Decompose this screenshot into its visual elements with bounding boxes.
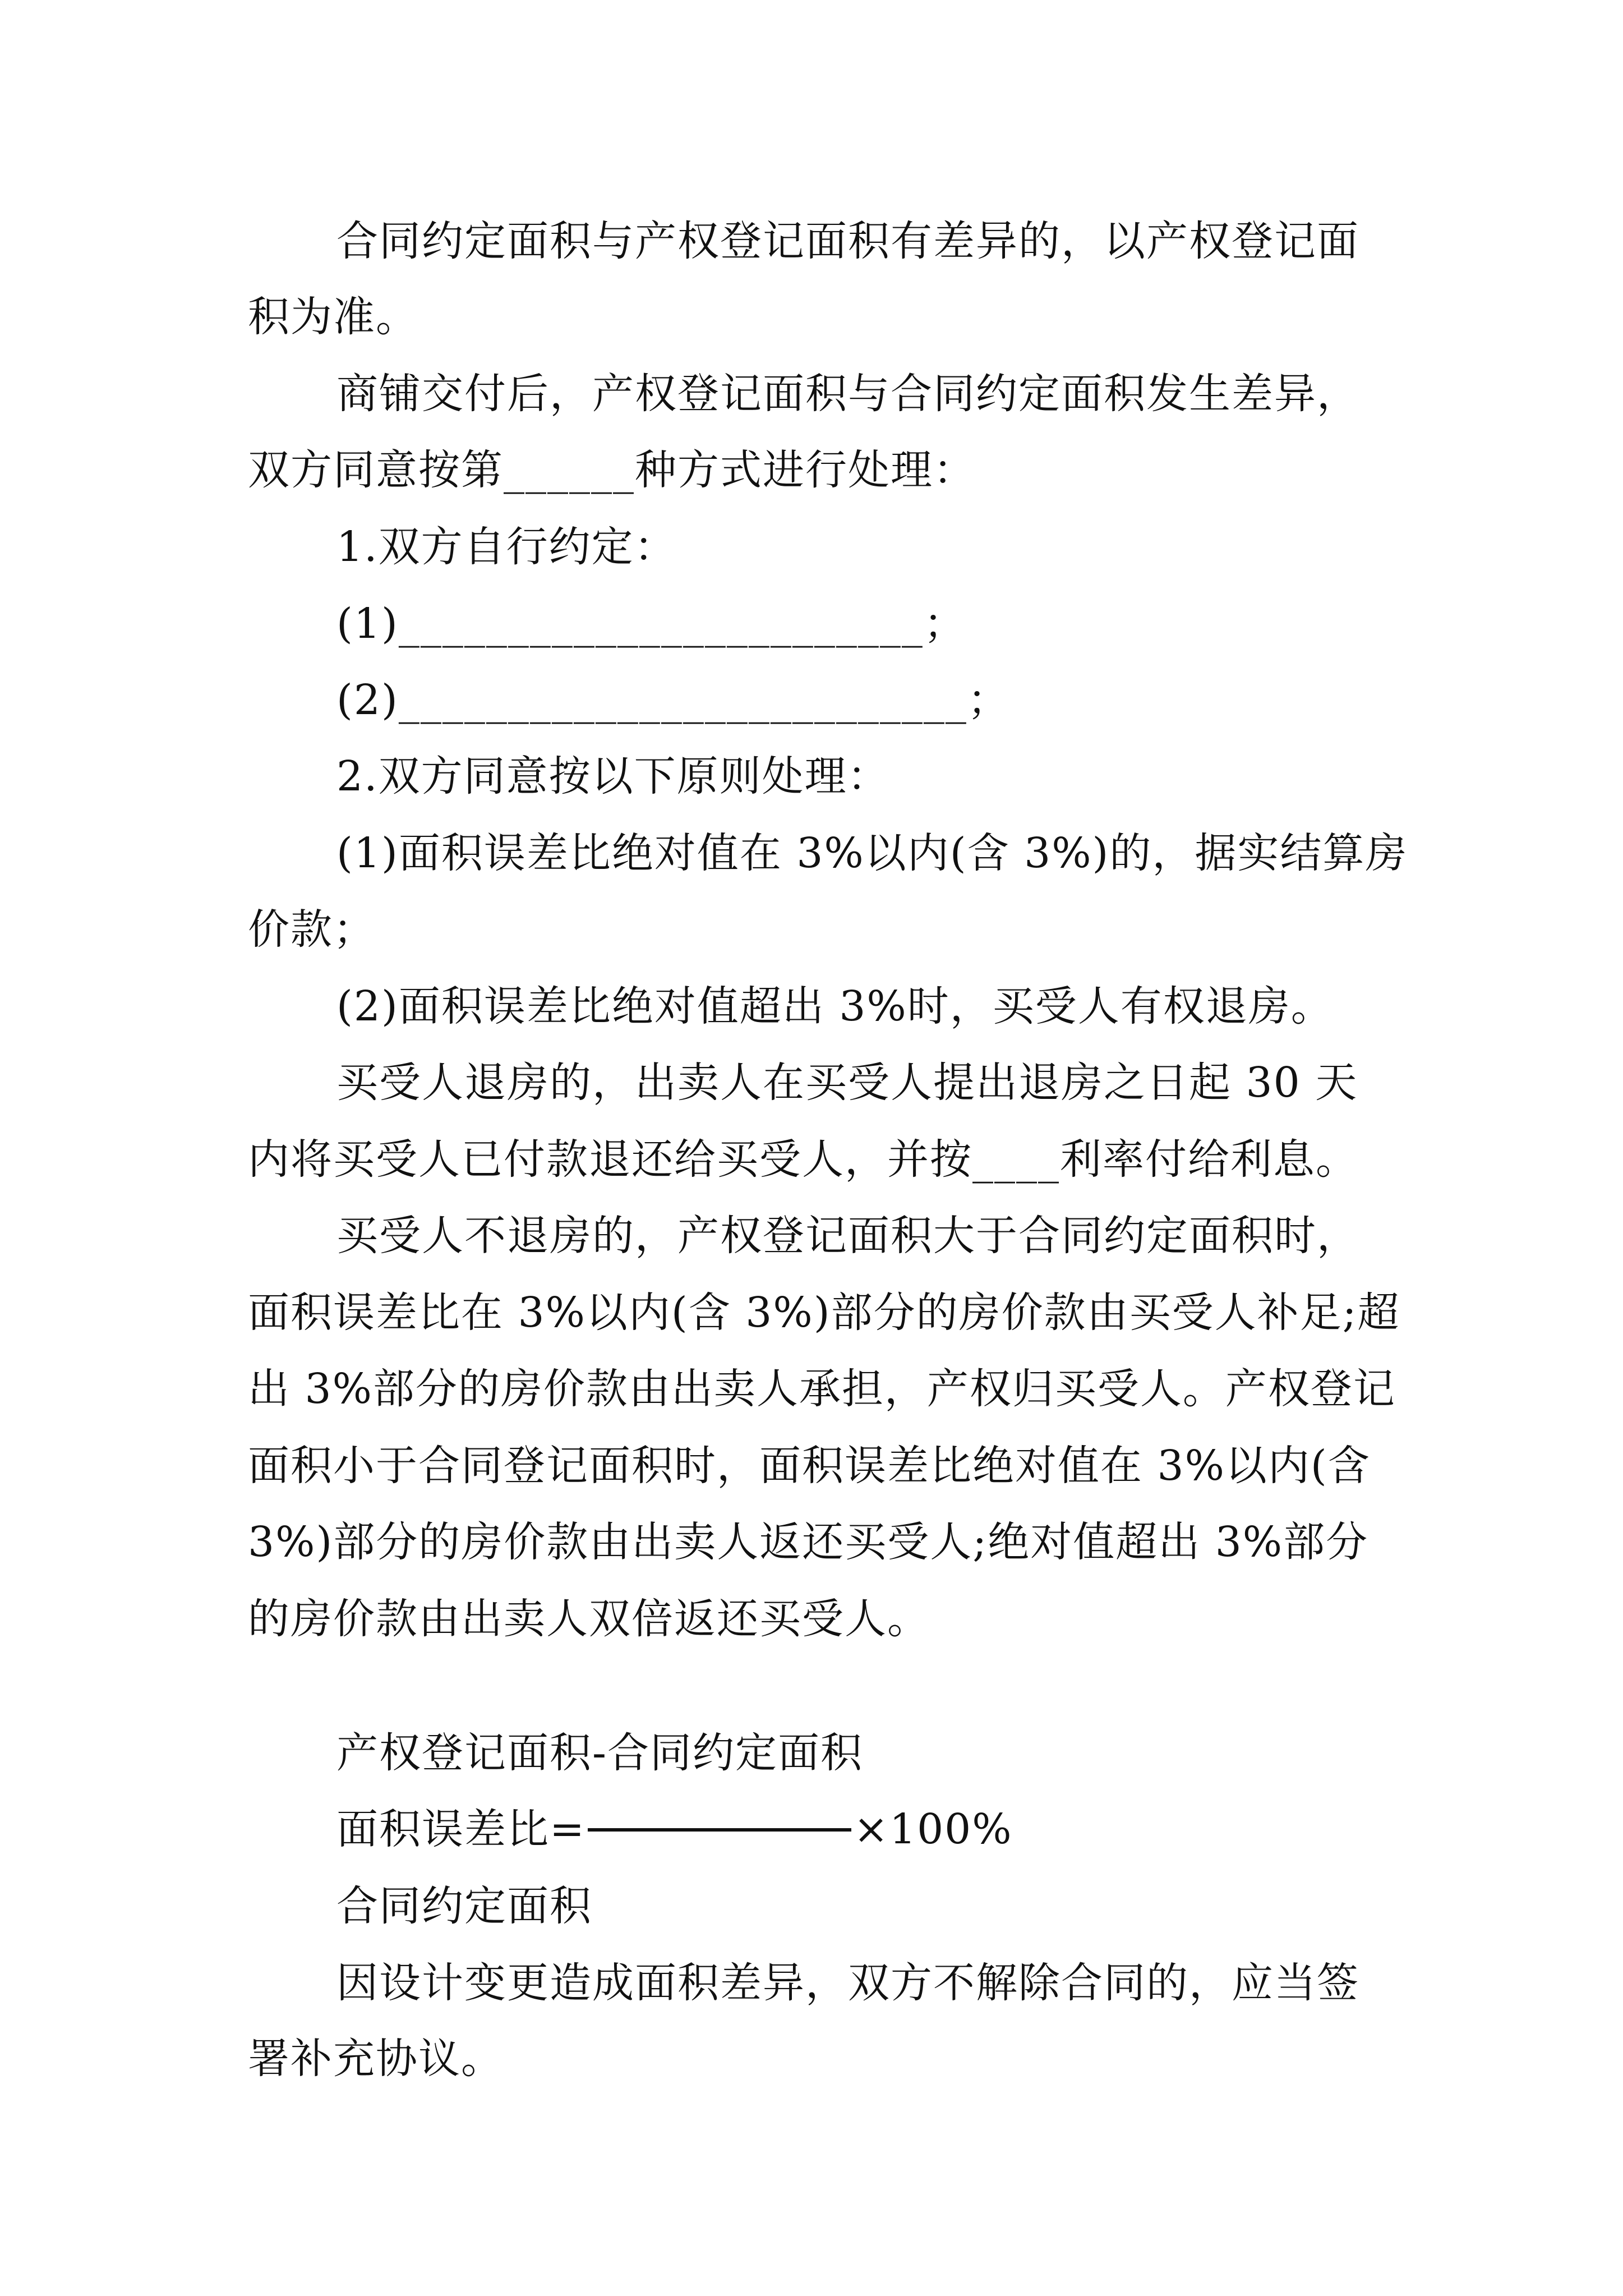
paragraph-line: 合同约定面积与产权登记面积有差异的，以产权登记面 (336, 217, 1359, 265)
paragraph-line: 署补充协议。 (248, 2035, 504, 2083)
paragraph-line: (1)________________________； (336, 600, 966, 648)
paragraph-line: 2.双方同意按以下原则处理： (336, 752, 890, 800)
paragraph-line: 双方同意按第______种方式进行处理： (248, 446, 976, 494)
paragraph-line: 买受人不退房的，产权登记面积大于合同约定面积时， (336, 1212, 1359, 1260)
formula-left: 面积误差比= (336, 1805, 586, 1853)
paragraph-line: 积为准。 (248, 293, 418, 341)
formula-right: ×100% (854, 1805, 1013, 1853)
paragraph-line: 商铺交付后，产权登记面积与合同约定面积发生差异， (336, 370, 1359, 418)
formula-denominator: 合同约定面积 (336, 1882, 592, 1930)
fraction-bar (588, 1828, 851, 1832)
paragraph-line: (2)__________________________； (336, 676, 1010, 724)
paragraph-line: 面积误差比在 3%以内(含 3%)部分的房价款由买受人补足;超 (248, 1289, 1400, 1337)
paragraph-line: 面积小于合同登记面积时，面积误差比绝对值在 3%以内(含 (248, 1442, 1371, 1490)
formula-numerator: 产权登记面积-合同约定面积 (336, 1729, 864, 1777)
paragraph-line: 3%)部分的房价款由出卖人返还买受人;绝对值超出 3%部分 (248, 1518, 1369, 1566)
paragraph-line: 1.双方自行约定： (336, 523, 677, 571)
paragraph-line: 价款； (248, 905, 376, 954)
area-error-formula (336, 1725, 1013, 1949)
paragraph-line: 内将买受人已付款退还给买受人，并按____利率付给利息。 (248, 1135, 1358, 1184)
paragraph-line: 因设计变更造成面积差异，双方不解除合同的，应当签 (336, 1959, 1359, 2007)
formula-main-row (336, 1801, 1013, 1857)
paragraph-line: 的房价款由出卖人双倍返还买受人。 (248, 1595, 930, 1643)
paragraph-line: (1)面积误差比绝对值在 3%以内(含 3%)的，据实结算房 (336, 829, 1408, 877)
paragraph-line: (2)面积误差比绝对值超出 3%时，买受人有权退房。 (336, 982, 1334, 1030)
paragraph-line: 出 3%部分的房价款由出卖人承担，产权归买受人。产权登记 (248, 1365, 1396, 1413)
paragraph-line: 买受人退房的，出卖人在买受人提出退房之日起 30 天 (336, 1059, 1358, 1107)
